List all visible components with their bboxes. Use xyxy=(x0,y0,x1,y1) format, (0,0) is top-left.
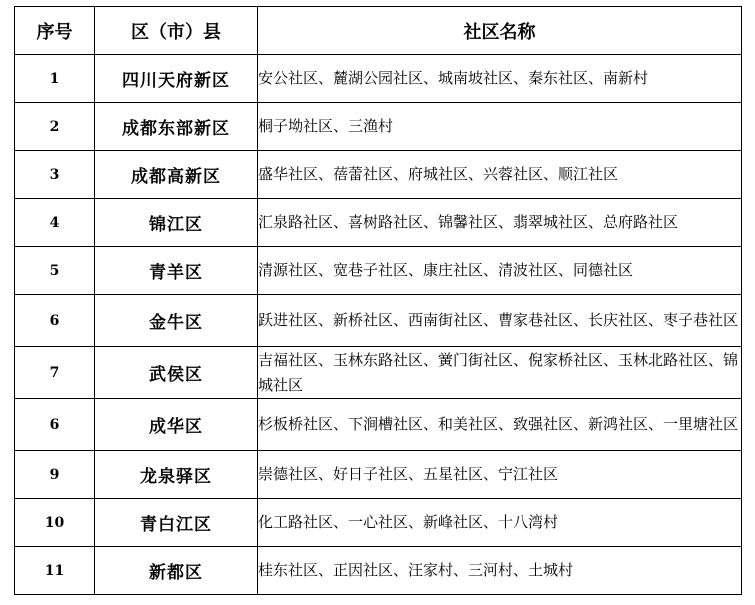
row-communities: 杉板桥社区、下涧槽社区、和美社区、致强社区、新鸿社区、一里塘社区 xyxy=(258,399,742,451)
row-index: 4 xyxy=(15,199,95,247)
row-district: 金牛区 xyxy=(95,295,258,347)
header-row xyxy=(15,7,742,55)
row-communities: 化工路社区、一心社区、新峰社区、十八湾村 xyxy=(258,499,742,547)
row-communities: 桐子坳社区、三渔村 xyxy=(258,103,742,151)
header-communities: 社区名称 xyxy=(258,7,742,55)
row-index: 9 xyxy=(15,451,95,499)
row-communities: 安公社区、麓湖公园社区、城南坡社区、秦东社区、南新村 xyxy=(258,55,742,103)
row-communities: 清源社区、宽巷子社区、康庄社区、清波社区、同德社区 xyxy=(258,247,742,295)
row-index: 6 xyxy=(15,295,95,347)
row-index: 10 xyxy=(15,499,95,547)
row-district: 成都东部新区 xyxy=(95,103,258,151)
row-communities: 吉福社区、玉林东路社区、黉门街社区、倪家桥社区、玉林北路社区、锦城社区 xyxy=(258,347,742,399)
row-communities: 崇德社区、好日子社区、五星社区、宁江社区 xyxy=(258,451,742,499)
table-row xyxy=(15,103,742,151)
table-body xyxy=(15,55,742,595)
row-index: 11 xyxy=(15,547,95,595)
row-communities: 汇泉路社区、喜树路社区、锦馨社区、翡翠城社区、总府路社区 xyxy=(258,199,742,247)
row-index: 6 xyxy=(15,399,95,451)
row-communities: 盛华社区、蓓蕾社区、府城社区、兴蓉社区、顺江社区 xyxy=(258,151,742,199)
row-district: 锦江区 xyxy=(95,199,258,247)
row-district: 青白江区 xyxy=(95,499,258,547)
table-row xyxy=(15,547,742,595)
table-row xyxy=(15,247,742,295)
row-district: 龙泉驿区 xyxy=(95,451,258,499)
table-row xyxy=(15,151,742,199)
row-district: 青羊区 xyxy=(95,247,258,295)
row-district: 四川天府新区 xyxy=(95,55,258,103)
table-row xyxy=(15,451,742,499)
row-index: 3 xyxy=(15,151,95,199)
row-district: 成都高新区 xyxy=(95,151,258,199)
row-index: 7 xyxy=(15,347,95,399)
row-index: 5 xyxy=(15,247,95,295)
row-communities: 桂东社区、正因社区、汪家村、三河村、土城村 xyxy=(258,547,742,595)
row-index: 2 xyxy=(15,103,95,151)
header-district: 区（市）县 xyxy=(95,7,258,55)
table-row xyxy=(15,399,742,451)
row-index: 1 xyxy=(15,55,95,103)
community-table xyxy=(14,6,742,595)
table-row xyxy=(15,199,742,247)
table-row xyxy=(15,347,742,399)
row-district: 新都区 xyxy=(95,547,258,595)
table-row xyxy=(15,499,742,547)
table-row xyxy=(15,55,742,103)
table-row xyxy=(15,295,742,347)
row-communities: 跃进社区、新桥社区、西南街社区、曹家巷社区、长庆社区、枣子巷社区 xyxy=(258,295,742,347)
table-header xyxy=(15,7,742,55)
row-district: 武侯区 xyxy=(95,347,258,399)
row-district: 成华区 xyxy=(95,399,258,451)
header-index: 序号 xyxy=(15,7,95,55)
